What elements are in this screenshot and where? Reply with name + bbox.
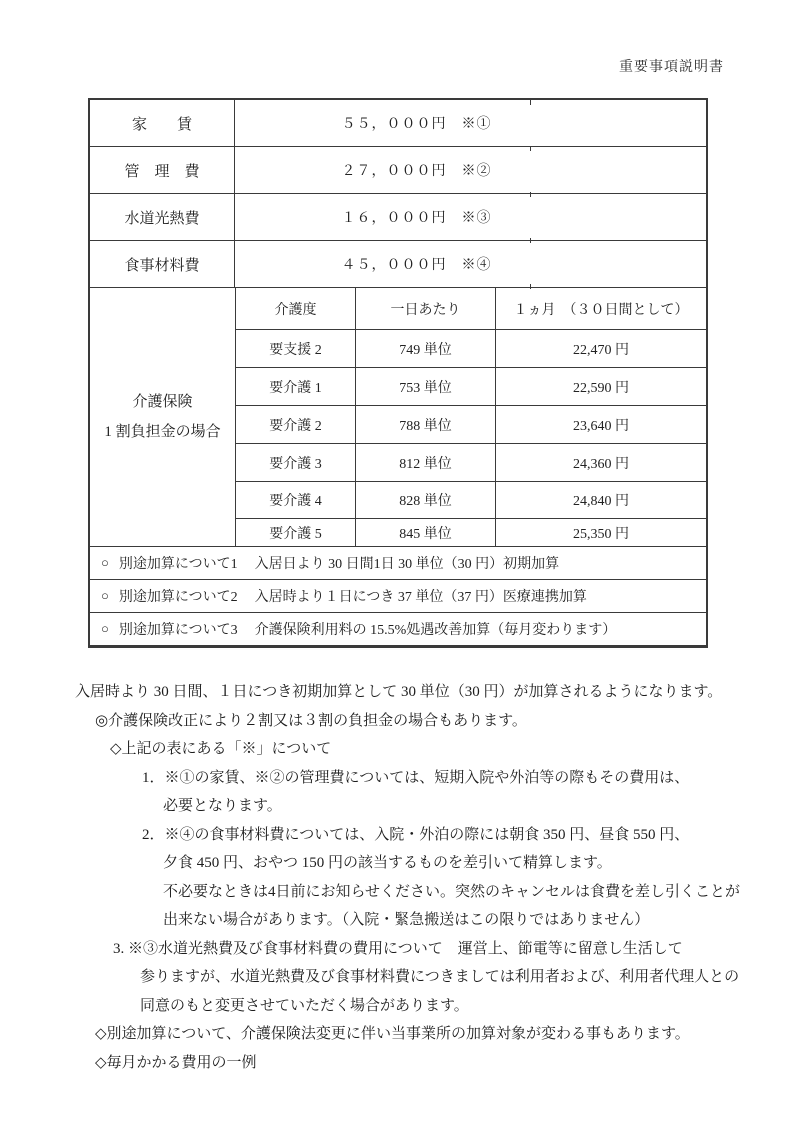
- grade-cell: 要介護 3: [236, 444, 356, 481]
- body-line: 出来ない場合があります。（入院・緊急搬送はこの限りではありません）: [163, 912, 650, 928]
- body-line: 3. ※③水道光熱費及び食事材料費の費用について 運営上、節電等に留意し生活して: [113, 940, 683, 957]
- body-line: ◎介護保険改正により２割又は３割の負担金の場合もあります。: [95, 712, 527, 729]
- body-line: 2．※④の食事材料費については、入院・外泊の際には朝食 350 円、昼食 550 円、: [142, 826, 690, 843]
- surcharge-note-row: [90, 580, 706, 613]
- scan-tick-mark: [530, 192, 531, 197]
- care-row: [236, 330, 706, 368]
- body-line: ◇別途加算について、介護保険法変更に伴い当事業所の加算対象が変わる事もあります。: [95, 1026, 690, 1042]
- care-insurance-section: [90, 288, 706, 547]
- fee-value: ５５，０００円 ※①: [341, 117, 492, 132]
- grade-cell: 要支援 2: [236, 330, 356, 367]
- grade-cell: 要介護 1: [236, 368, 356, 405]
- fees-table: [88, 98, 708, 648]
- note-title: 別途加算について3: [118, 623, 238, 638]
- circle-marker-icon: ○: [101, 621, 109, 636]
- daily-units-cell: 749 単位: [356, 330, 496, 367]
- daily-units-cell: 828 単位: [356, 482, 496, 518]
- fee-label: 水道光熱費: [90, 194, 235, 240]
- care-row: [236, 406, 706, 444]
- monthly-cost-cell: 22,470 円: [573, 342, 629, 358]
- fee-value: ２７，０００円 ※②: [341, 164, 492, 179]
- monthly-cost-cell: 24,360 円: [573, 456, 629, 472]
- care-table-header-row: [236, 288, 706, 330]
- surcharge-note-row: [90, 547, 706, 580]
- body-line: 1．※①の家賃、※②の管理費については、短期入院や外泊等の際もその費用は、: [142, 769, 690, 786]
- monthly-cost-cell: 25,350 円: [573, 526, 629, 542]
- scan-tick-mark: [530, 238, 531, 243]
- care-insurance-label-line1: 介護保険: [132, 394, 193, 410]
- circle-marker-icon: ○: [101, 588, 109, 603]
- care-header-grade: 介護度: [236, 288, 356, 329]
- monthly-cost-cell: 22,590 円: [573, 380, 629, 396]
- table-row-meals: [90, 241, 706, 288]
- note-title: 別途加算について1: [118, 557, 238, 572]
- body-line: 夕食 450 円、おやつ 150 円の該当するものを差引いて精算します。: [163, 855, 612, 871]
- body-text: [75, 678, 741, 1077]
- note-text: 入居時より１日につき 37 単位（37 円）医療連携加算: [254, 590, 587, 605]
- grade-cell: 要介護 2: [236, 406, 356, 443]
- scan-tick-mark: [530, 100, 531, 105]
- daily-units-cell: 753 単位: [356, 368, 496, 405]
- note-text: 入居日より 30 日間1日 30 単位（30 円）初期加算: [254, 557, 560, 572]
- care-header-per-month: １ヵ月 （３０日間として）: [513, 302, 689, 318]
- care-header-per-day: 一日あたり: [356, 288, 496, 329]
- table-row-management: [90, 147, 706, 194]
- scan-tick-mark: [530, 284, 531, 289]
- care-row: [236, 519, 706, 546]
- body-line: ◇上記の表にある「※」について: [110, 741, 332, 757]
- note-title: 別途加算について2: [118, 590, 238, 605]
- fee-label: 家 賃: [90, 100, 235, 146]
- daily-units-cell: 812 単位: [356, 444, 496, 481]
- table-row-utilities: [90, 194, 706, 241]
- surcharge-note-row: [90, 613, 706, 646]
- care-row: [236, 444, 706, 482]
- body-line: ◇毎月かかる費用の一例: [95, 1054, 257, 1071]
- fee-value: １６，０００円 ※③: [341, 211, 492, 226]
- care-insurance-label: [90, 288, 236, 546]
- grade-cell: 要介護 5: [236, 519, 356, 546]
- body-line: 同意のもと変更させていただく場合があります。: [140, 997, 469, 1014]
- daily-units-cell: 788 単位: [356, 406, 496, 443]
- body-line: 参りますが、水道光熱費及び食事材料費につきましては利用者および、利用者代理人との: [140, 969, 740, 985]
- note-text: 介護保険利用料の 15.5%処遇改善加算（毎月変わります）: [254, 623, 617, 638]
- care-row: [236, 368, 706, 406]
- body-line: 必要となります。: [163, 798, 282, 814]
- monthly-cost-cell: 23,640 円: [573, 418, 629, 434]
- fee-label: 食事材料費: [90, 241, 235, 287]
- scan-tick-mark: [530, 146, 531, 151]
- grade-cell: 要介護 4: [236, 482, 356, 518]
- daily-units-cell: 845 単位: [356, 519, 496, 546]
- body-line: 入居時より 30 日間、１日につき初期加算として 30 単位（30 円）が加算されるようになります。: [75, 684, 723, 700]
- care-insurance-label-line2: 1 割負担金の場合: [104, 424, 221, 440]
- body-line: 不必要なときは4日前にお知らせください。突然のキャンセルは食費を差し引くことが: [163, 883, 741, 900]
- care-row: [236, 482, 706, 519]
- fee-value: ４５，０００円 ※④: [341, 258, 492, 273]
- table-row-rent: [90, 100, 706, 147]
- page-title: 重要事項説明書: [619, 60, 724, 75]
- monthly-cost-cell: 24,840 円: [573, 494, 629, 509]
- circle-marker-icon: ○: [101, 555, 109, 570]
- care-table: [236, 288, 706, 546]
- fee-label: 管 理 費: [90, 147, 235, 193]
